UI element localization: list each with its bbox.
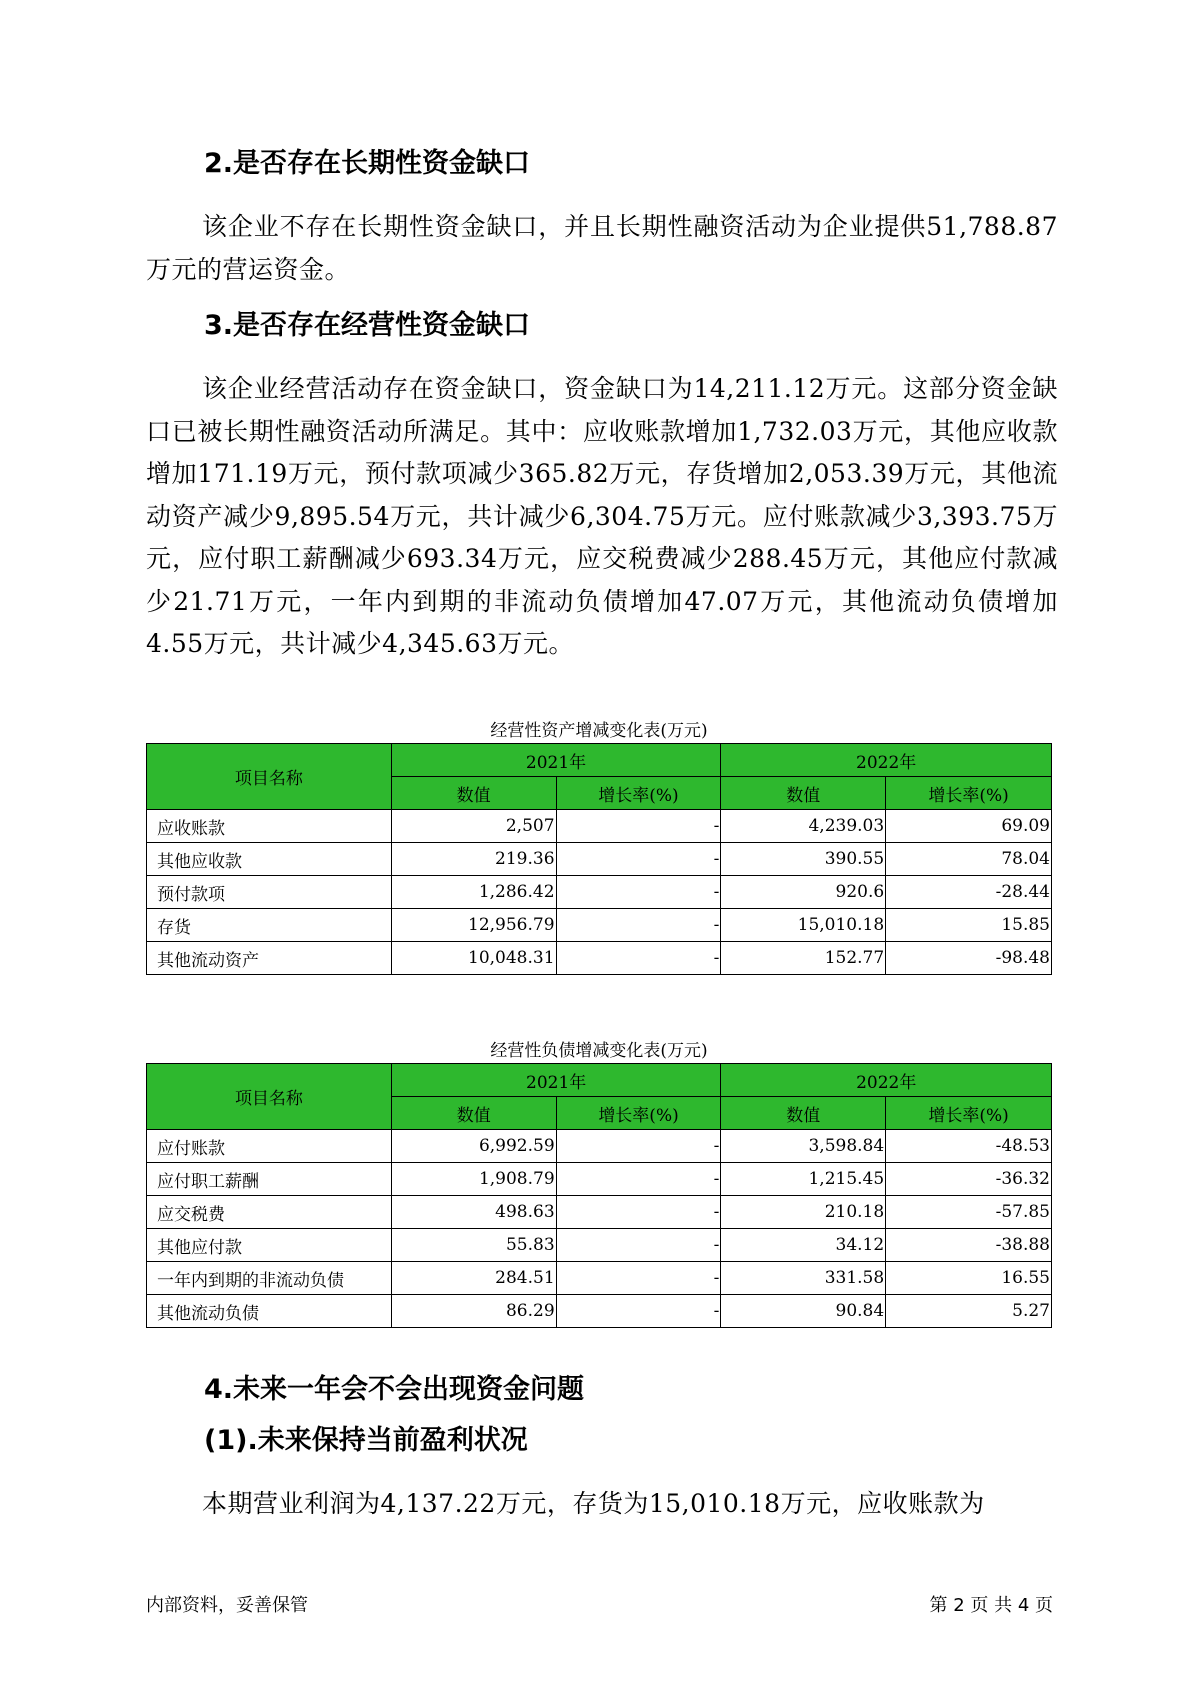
table-row [147,909,1052,942]
header-year-2022: 2022年 [721,1064,1052,1097]
value-2021: 284.51 [391,1262,556,1295]
growth-2022: 69.09 [886,810,1052,843]
row-name: 预付款项 [147,876,392,909]
header-year-2021: 2021年 [391,1064,721,1097]
header-year-2021: 2021年 [391,744,721,777]
row-name: 应付职工薪酬 [147,1163,392,1196]
growth-2022: -98.48 [886,942,1052,975]
value-2021: 12,956.79 [391,909,556,942]
value-2021: 55.83 [391,1229,556,1262]
value-2021: 1,286.42 [391,876,556,909]
value-2021: 2,507 [391,810,556,843]
section-2-paragraph: 该企业不存在长期性资金缺口，并且长期性融资活动为企业提供51,788.87万元的营运资金。 [146,212,1058,284]
growth-2021: - [556,876,721,909]
table-row [147,810,1052,843]
header-value-2022: 数值 [721,777,886,810]
header-growth-2022: 增长率(%) [886,1097,1052,1130]
table-row [147,1163,1052,1196]
liability-change-table [146,1063,1052,1328]
growth-2022: -36.32 [886,1163,1052,1196]
value-2022: 90.84 [721,1295,886,1328]
value-2022: 152.77 [721,942,886,975]
table-row [147,876,1052,909]
value-2022: 34.12 [721,1229,886,1262]
table-row [147,1229,1052,1262]
liability-table-body [147,1130,1052,1328]
footer-page-info: 第 2 页 共 4 页 [929,1595,1053,1616]
header-item-name: 项目名称 [147,1064,392,1130]
table-row [147,1130,1052,1163]
header-item-name: 项目名称 [147,744,392,810]
value-2022: 3,598.84 [721,1130,886,1163]
growth-2021: - [556,843,721,876]
header-growth-2021: 增长率(%) [556,777,721,810]
section-3-paragraph: 该企业经营活动存在资金缺口，资金缺口为14,211.12万元。这部分资金缺口已被长期性融资活动所满足。其中：应收账款增加1,732.03万元，其他应收款增加171.19万元，预付款项减少365.82万元，存货增加2,053.39万元，其他流动资产减少9,895.54万元，共计减少6,304.75万元。应付账款减少3,393.75万元，应付职工薪酬减少693.34万元，应交税费减少288.45万元，其他应付款减少21.71万元，一年内到期的非流动负债增加47.07万元，其他流动负债增加4.55万元，共计减少4,345.63万元。 [146,374,1058,658]
growth-2022: -38.88 [886,1229,1052,1262]
asset-change-table [146,743,1052,975]
growth-2021: - [556,1130,721,1163]
section-3-heading: 3.是否存在经营性资金缺口 [204,310,531,341]
table-row [147,1196,1052,1229]
value-2021: 1,908.79 [391,1163,556,1196]
value-2021: 498.63 [391,1196,556,1229]
row-name: 一年内到期的非流动负债 [147,1262,392,1295]
row-name: 应收账款 [147,810,392,843]
section-2-heading: 2.是否存在长期性资金缺口 [204,148,531,179]
section-4-1-paragraph: 本期营业利润为4,137.22万元，存货为15,010.18万元，应收账款为 [202,1489,985,1518]
growth-2022: 5.27 [886,1295,1052,1328]
asset-table-body [147,810,1052,975]
value-2021: 10,048.31 [391,942,556,975]
growth-2022: 15.85 [886,909,1052,942]
header-growth-2021: 增长率(%) [556,1097,721,1130]
growth-2021: - [556,909,721,942]
growth-2022: 16.55 [886,1262,1052,1295]
value-2022: 1,215.45 [721,1163,886,1196]
header-year-2022: 2022年 [721,744,1052,777]
header-value-2021: 数值 [391,1097,556,1130]
value-2021: 219.36 [391,843,556,876]
value-2022: 15,010.18 [721,909,886,942]
growth-2022: -28.44 [886,876,1052,909]
row-name: 应交税费 [147,1196,392,1229]
section-4-1-heading: (1).未来保持当前盈利状况 [204,1425,528,1456]
growth-2022: -48.53 [886,1130,1052,1163]
row-name: 应付账款 [147,1130,392,1163]
row-name: 存货 [147,909,392,942]
value-2022: 390.55 [721,843,886,876]
asset-table-caption: 经营性资产增减变化表(万元) [490,721,708,741]
growth-2021: - [556,1229,721,1262]
row-name: 其他应收款 [147,843,392,876]
table-row [147,1262,1052,1295]
value-2022: 920.6 [721,876,886,909]
table-row [147,843,1052,876]
growth-2021: - [556,1163,721,1196]
row-name: 其他应付款 [147,1229,392,1262]
table-row [147,1295,1052,1328]
row-name: 其他流动资产 [147,942,392,975]
row-name: 其他流动负债 [147,1295,392,1328]
value-2021: 86.29 [391,1295,556,1328]
value-2022: 4,239.03 [721,810,886,843]
value-2022: 210.18 [721,1196,886,1229]
growth-2021: - [556,1295,721,1328]
growth-2022: 78.04 [886,843,1052,876]
growth-2021: - [556,810,721,843]
section-4-heading: 4.未来一年会不会出现资金问题 [204,1374,585,1405]
growth-2021: - [556,1196,721,1229]
growth-2021: - [556,1262,721,1295]
header-growth-2022: 增长率(%) [886,777,1052,810]
footer-confidential: 内部资料，妥善保管 [146,1595,308,1616]
value-2021: 6,992.59 [391,1130,556,1163]
growth-2021: - [556,942,721,975]
header-value-2022: 数值 [721,1097,886,1130]
value-2022: 331.58 [721,1262,886,1295]
header-value-2021: 数值 [391,777,556,810]
liability-table-caption: 经营性负债增减变化表(万元) [490,1041,708,1061]
table-row [147,942,1052,975]
growth-2022: -57.85 [886,1196,1052,1229]
